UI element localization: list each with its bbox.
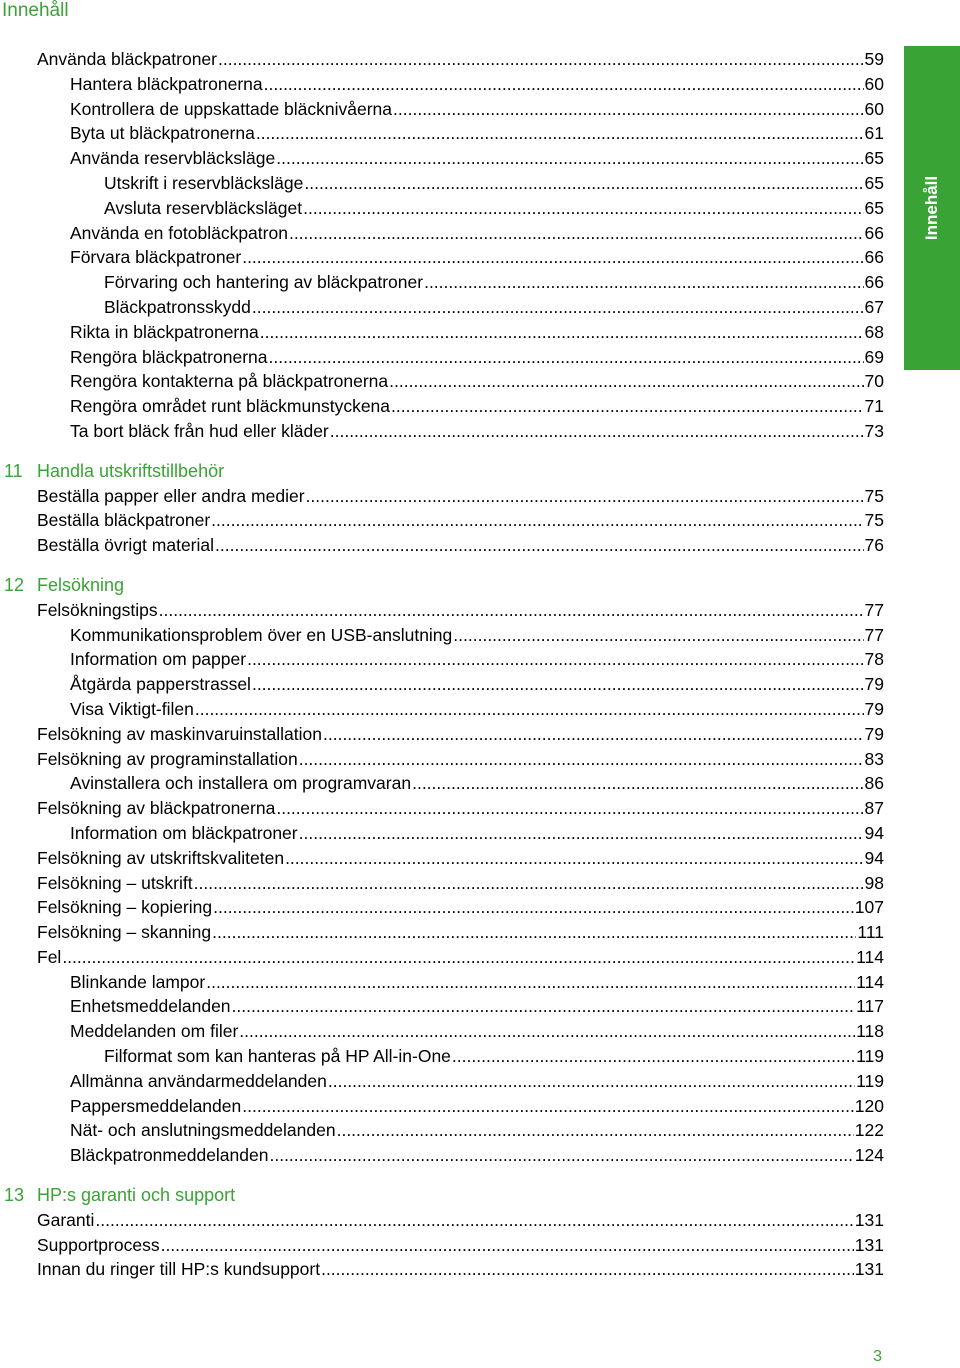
- toc-entry-page: 119: [856, 1070, 884, 1091]
- toc-entry-title: Felsökning – skanning: [37, 922, 212, 943]
- dot-leader: [239, 1019, 855, 1044]
- toc-entry[interactable]: [0, 970, 884, 995]
- toc-entry[interactable]: [0, 508, 884, 533]
- toc-entry-title: Nät- och anslutningsmeddelanden: [70, 1120, 336, 1141]
- dot-leader: [256, 121, 864, 146]
- toc-entry[interactable]: [0, 1019, 884, 1044]
- toc-entry[interactable]: [0, 320, 884, 345]
- toc-entry-title: Pappersmeddelanden: [70, 1095, 242, 1116]
- toc-entry-page: 131: [854, 1209, 884, 1230]
- toc-entry[interactable]: [0, 419, 884, 444]
- toc-entry-page: 75: [864, 485, 884, 506]
- chapter-number: 12: [4, 574, 25, 595]
- toc-entry-page: 73: [864, 420, 884, 441]
- toc-entry-page: 66: [864, 222, 884, 243]
- dot-leader: [393, 97, 864, 122]
- dot-leader: [194, 871, 864, 896]
- toc-entry-title: Innan du ringer till HP:s kundsupport: [37, 1259, 321, 1280]
- dot-leader: [389, 369, 863, 394]
- toc-entry[interactable]: [0, 121, 884, 146]
- toc-entry[interactable]: [0, 920, 884, 945]
- dot-leader: [213, 895, 854, 920]
- toc-entry[interactable]: [0, 171, 884, 196]
- toc-entry[interactable]: [0, 394, 884, 419]
- toc-entry[interactable]: [0, 994, 884, 1019]
- chapter-number: 11: [4, 460, 23, 481]
- toc-entry-page: 59: [864, 49, 884, 69]
- table-of-contents: [0, 47, 884, 1282]
- dot-leader: [95, 1208, 853, 1233]
- toc-entry-page: 122: [854, 1120, 884, 1141]
- chapter-number: 13: [4, 1185, 25, 1206]
- toc-entry-page: 119: [856, 1046, 884, 1067]
- toc-entry[interactable]: [0, 196, 884, 221]
- toc-entry-title: Utskrift i reservbläcksläge: [104, 172, 304, 193]
- dot-leader: [321, 1257, 854, 1282]
- toc-entry-title: Bläckpatronmeddelanden: [70, 1145, 269, 1166]
- page-number: 3: [873, 1348, 882, 1365]
- toc-entry[interactable]: [0, 697, 884, 722]
- toc-entry-title: Ta bort bläck från hud eller kläder: [70, 420, 329, 441]
- toc-entry-page: 65: [864, 172, 884, 193]
- dot-leader: [452, 1044, 855, 1069]
- toc-entry[interactable]: [0, 871, 884, 896]
- dot-leader: [303, 196, 863, 221]
- toc-entry[interactable]: [0, 821, 884, 846]
- toc-entry[interactable]: [0, 97, 884, 122]
- dot-leader: [424, 270, 863, 295]
- toc-entry-page: 94: [864, 847, 884, 868]
- toc-entry-page: 120: [854, 1095, 884, 1116]
- toc-entry-title: Kommunikationsproblem över en USB-anslutning: [70, 624, 453, 645]
- toc-entry[interactable]: [0, 1208, 884, 1233]
- dot-leader: [299, 747, 864, 772]
- toc-entry-page: 83: [864, 748, 884, 769]
- dot-leader: [159, 598, 864, 623]
- toc-entry[interactable]: [0, 771, 884, 796]
- toc-entry-title: Fel: [37, 946, 62, 967]
- toc-entry[interactable]: [0, 146, 884, 171]
- dot-leader: [412, 771, 863, 796]
- toc-entry-page: 94: [864, 822, 884, 843]
- chapter-heading[interactable]: [0, 1183, 884, 1208]
- dot-leader: [247, 647, 863, 672]
- toc-entry-title: Meddelanden om filer: [70, 1021, 239, 1042]
- toc-entry-title: Filformat som kan hanteras på HP All-in-One: [104, 1046, 451, 1067]
- toc-entry-title: Felsökning – utskrift: [37, 872, 193, 893]
- toc-entry-page: 131: [854, 1259, 884, 1280]
- toc-entry-title: Rengöra bläckpatronerna: [70, 346, 268, 367]
- toc-entry-title: Allmänna användarmeddelanden: [70, 1070, 327, 1091]
- dot-leader: [285, 846, 863, 871]
- page-header-title: Innehåll: [2, 0, 69, 21]
- toc-entry-page: 79: [864, 674, 884, 695]
- toc-entry-page: 66: [864, 272, 884, 293]
- dot-leader: [330, 419, 864, 444]
- toc-entry-page: 65: [864, 148, 884, 169]
- chapter-heading[interactable]: [0, 459, 884, 484]
- chapter-title: HP:s garanti och support: [37, 1185, 236, 1206]
- toc-entry-page: 114: [856, 971, 884, 992]
- toc-entry-title: Felsökning av programinstallation: [37, 748, 298, 769]
- toc-entry[interactable]: [0, 295, 884, 320]
- toc-entry-title: Byta ut bläckpatronerna: [70, 123, 255, 144]
- toc-entry[interactable]: [0, 1094, 884, 1119]
- dot-leader: [62, 945, 855, 970]
- toc-entry[interactable]: [0, 1233, 884, 1258]
- toc-entry[interactable]: [0, 47, 884, 72]
- toc-entry[interactable]: [0, 245, 884, 270]
- toc-entry-title: Felsökning av bläckpatronerna: [37, 798, 276, 819]
- toc-entry-page: 65: [864, 197, 884, 218]
- toc-entry-page: 111: [857, 922, 884, 943]
- toc-entry-title: Åtgärda papperstrassel: [70, 674, 251, 695]
- dot-leader: [269, 1143, 853, 1168]
- dot-leader: [218, 47, 864, 72]
- toc-entry[interactable]: [0, 345, 884, 370]
- toc-entry-title: Enhetsmeddelanden: [70, 996, 231, 1017]
- dot-leader: [304, 171, 863, 196]
- toc-entry-title: Garanti: [37, 1209, 95, 1230]
- chapter-title: Felsökning: [37, 574, 125, 595]
- toc-entry-page: 69: [864, 346, 884, 367]
- toc-entry-title: Avsluta reservbläcksläget: [104, 197, 303, 218]
- toc-entry-page: 118: [856, 1021, 884, 1042]
- toc-entry-page: 79: [864, 698, 884, 719]
- dot-leader: [195, 697, 864, 722]
- toc-entry-title: Hantera bläckpatronerna: [70, 73, 263, 94]
- toc-entry[interactable]: [0, 796, 884, 821]
- dot-leader: [212, 920, 856, 945]
- toc-entry-title: Visa Viktigt-filen: [70, 698, 194, 719]
- side-tab: [904, 46, 960, 370]
- toc-entry-title: Använda en fotobläckpatron: [70, 222, 288, 243]
- toc-entry-title: Information om bläckpatroner: [70, 822, 298, 843]
- toc-entry-page: 68: [864, 321, 884, 342]
- toc-entry[interactable]: [0, 1143, 884, 1168]
- toc-entry[interactable]: [0, 895, 884, 920]
- toc-entry[interactable]: [0, 647, 884, 672]
- toc-entry[interactable]: [0, 623, 884, 648]
- toc-entry-page: 77: [864, 599, 884, 620]
- toc-entry-title: Bläckpatronsskydd: [104, 296, 251, 317]
- dot-leader: [328, 1069, 855, 1094]
- dot-leader: [391, 394, 864, 419]
- dot-leader: [289, 221, 864, 246]
- toc-entry[interactable]: [0, 270, 884, 295]
- toc-entry-page: 107: [854, 897, 884, 918]
- toc-entry-page: 114: [856, 946, 884, 967]
- toc-entry-title: Felsökning av maskinvaruinstallation: [37, 723, 322, 744]
- dot-leader: [206, 970, 855, 995]
- toc-entry[interactable]: [0, 533, 884, 558]
- toc-entry-title: Felsökning av utskriftskvaliteten: [37, 847, 285, 868]
- dot-leader: [306, 484, 864, 509]
- toc-entry[interactable]: [0, 1069, 884, 1094]
- toc-entry-title: Avinstallera och installera om programvaran: [70, 773, 412, 794]
- toc-entry-page: 60: [864, 98, 884, 119]
- toc-entry[interactable]: [0, 722, 884, 747]
- toc-entry-page: 78: [864, 649, 884, 670]
- toc-entry-title: Rikta in bläckpatronerna: [70, 321, 259, 342]
- toc-entry-title: Beställa övrigt material: [37, 535, 215, 556]
- toc-entry-title: Beställa papper eller andra medier: [37, 485, 305, 506]
- toc-entry[interactable]: [0, 1044, 884, 1069]
- dot-leader: [215, 533, 864, 558]
- toc-entry[interactable]: [0, 672, 884, 697]
- toc-entry-page: 131: [854, 1234, 884, 1255]
- toc-entry-page: 124: [854, 1145, 884, 1166]
- toc-entry[interactable]: [0, 221, 884, 246]
- dot-leader: [276, 146, 863, 171]
- toc-entry-page: 79: [864, 723, 884, 744]
- dot-leader: [242, 245, 863, 270]
- toc-entry[interactable]: [0, 1118, 884, 1143]
- dot-leader: [260, 320, 864, 345]
- toc-entry-page: 61: [864, 123, 884, 144]
- dot-leader: [264, 72, 864, 97]
- toc-entry[interactable]: [0, 747, 884, 772]
- chapter-title: Handla utskriftstillbehör: [37, 460, 225, 481]
- toc-entry-title: Kontrollera de uppskattade bläcknivåerna: [70, 98, 393, 119]
- toc-entry-title: Använda reservbläcksläge: [70, 148, 276, 169]
- dot-leader: [299, 821, 864, 846]
- dot-leader: [232, 994, 856, 1019]
- chapter-heading[interactable]: [0, 573, 884, 598]
- toc-entry-title: Rengöra kontakterna på bläckpatronerna: [70, 371, 389, 392]
- dot-leader: [323, 722, 864, 747]
- dot-leader: [269, 345, 864, 370]
- toc-entry-page: 60: [864, 73, 884, 94]
- toc-entry[interactable]: [0, 1257, 884, 1282]
- toc-entry-page: 75: [864, 510, 884, 531]
- toc-entry[interactable]: [0, 598, 884, 623]
- toc-entry-page: 77: [864, 624, 884, 645]
- dot-leader: [453, 623, 863, 648]
- toc-entry-title: Blinkande lampor: [70, 971, 206, 992]
- toc-entry-title: Felsökning – kopiering: [37, 897, 213, 918]
- toc-entry-title: Information om papper: [70, 649, 247, 670]
- toc-entry-page: 71: [864, 396, 884, 417]
- dot-leader: [276, 796, 863, 821]
- toc-entry[interactable]: [0, 72, 884, 97]
- toc-entry-page: 66: [864, 247, 884, 268]
- toc-entry-page: 76: [864, 535, 884, 556]
- toc-entry-title: Använda bläckpatroner: [37, 49, 217, 69]
- toc-entry-page: 98: [864, 872, 884, 893]
- toc-entry-page: 87: [864, 798, 884, 819]
- dot-leader: [242, 1094, 854, 1119]
- toc-entry-title: Rengöra området runt bläckmunstyckena: [70, 396, 391, 417]
- dot-leader: [211, 508, 863, 533]
- toc-entry-title: Beställa bläckpatroner: [37, 510, 211, 531]
- dot-leader: [337, 1118, 854, 1143]
- toc-entry-page: 67: [864, 296, 884, 317]
- toc-entry-title: Supportprocess: [37, 1234, 160, 1255]
- toc-entry-title: Förvaring och hantering av bläckpatroner: [104, 272, 424, 293]
- toc-entry-title: Förvara bläckpatroner: [70, 247, 242, 268]
- toc-entry[interactable]: [0, 846, 884, 871]
- dot-leader: [252, 672, 864, 697]
- toc-entry-title: Felsökningstips: [37, 599, 158, 620]
- toc-entry-page: 86: [864, 773, 884, 794]
- toc-entry-page: 117: [856, 996, 884, 1017]
- toc-entry-page: 70: [864, 371, 884, 392]
- toc-entry[interactable]: [0, 484, 884, 509]
- side-tab-label: Innehåll: [922, 175, 941, 241]
- toc-entry[interactable]: [0, 945, 884, 970]
- toc-entry[interactable]: [0, 369, 884, 394]
- dot-leader: [252, 295, 864, 320]
- dot-leader: [161, 1233, 854, 1258]
